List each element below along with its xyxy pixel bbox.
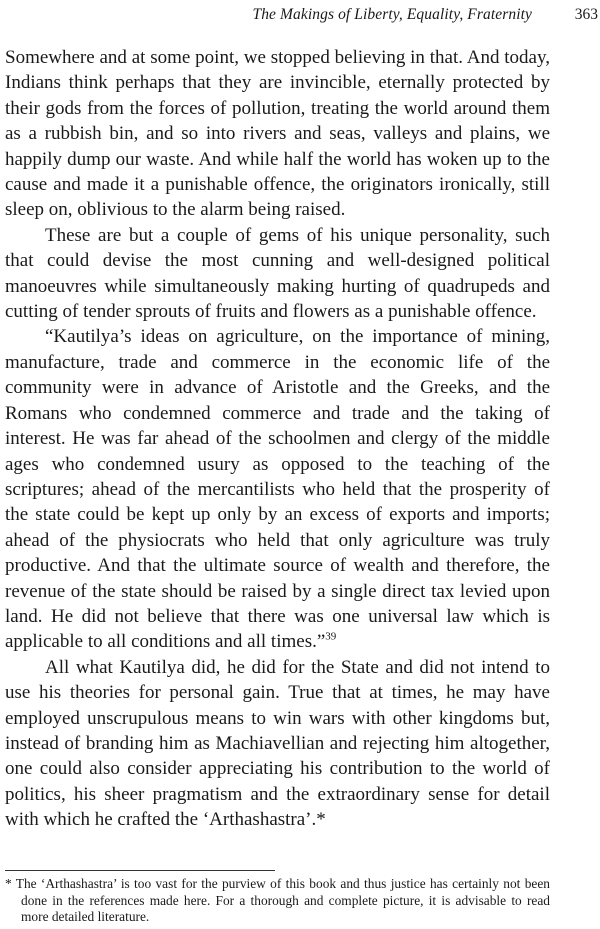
paragraph-4: All what Kautilya did, he did for the State and did not intend to use his theories for personal gain. True that at times, he may have employed unscrupulous means to win wars with other kingdoms but, instead of branding him as Machiavellian and rejecting him altogether, one could also consider appreciating his contribution to the world of politics, his sheer pragmatism and the extraordinary sense for detail with which he crafted the ‘Arthashastra’.* bbox=[5, 656, 550, 831]
endnote-reference: 39 bbox=[325, 631, 337, 644]
running-title: The Makings of Liberty, Equality, Fraternity bbox=[252, 6, 532, 23]
paragraph-2: These are but a couple of gems of his unique personality, such that could devise the most cunning and well-designed political manoeuvres while simultaneously making hurting of quadrupeds and cutting of tender sprouts of fruits and flowers as a punishable offence. bbox=[5, 224, 550, 323]
page-number: 363 bbox=[574, 6, 598, 23]
paragraph-3-quote bbox=[5, 324, 550, 654]
paragraph-1: Somewhere and at some point, we stopped believing in that. And today, Indians think perhaps that they are invincible, eternally protected by their gods from the forces of pollution, treating the world around them as a rubbish bin, and so into rivers and seas, valleys and plains, we happily dump our waste. And while half the world has woken up to the cause and made it a punishable offence, the originators ironically, still sleep on, oblivious to the alarm being raised. bbox=[5, 47, 550, 221]
running-header bbox=[0, 0, 600, 40]
body-text bbox=[5, 45, 550, 833]
footnote: * The ‘Arthashastra’ is too vast for the purview of this book and thus justice has certainly not been done in the references made here. For a thorough and complete picture, it is advisable to read more detailed literature. bbox=[5, 876, 550, 924]
footnote-rule bbox=[5, 870, 275, 871]
quote-text: “Kautilya’s ideas on agriculture, on the importance of mining, manufacture, trade and commerce in the economic life of the community were in advance of Aristotle and the Greeks, and the Romans who condemned commerce and trade and the taking of interest. He was far ahead of the schoolmen and clergy of the middle ages who condemned usury as opposed to the teaching of the scriptures; ahead of the mercantilists who held that the prosperity of the state could be kept up only by an excess of exports and imports; ahead of the physiocrats who held that only agriculture was truly productive. And that the ultimate source of wealth and therefore, the revenue of the state should be raised by a single direct tax levied upon land. He did not believe that there was one universal law which is applicable to all conditions and all times.” bbox=[5, 326, 550, 653]
